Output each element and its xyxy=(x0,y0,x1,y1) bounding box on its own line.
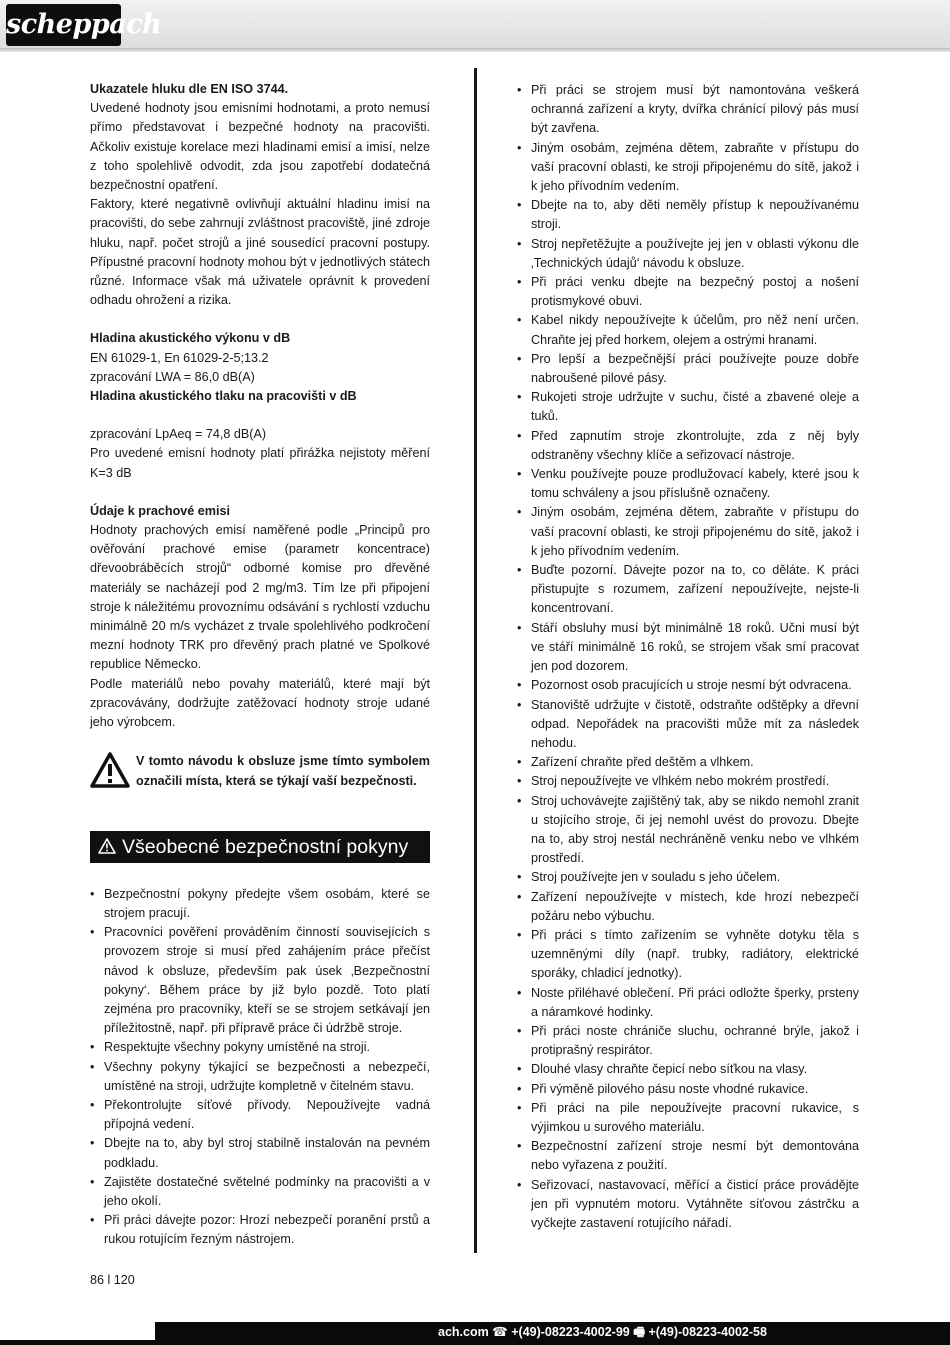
safety-symbol-note xyxy=(90,752,430,790)
left-safety-list xyxy=(90,885,430,1250)
list-item: • Dbejte na to, aby děti neměly přístup k nepoužívanému stroji. xyxy=(517,196,859,234)
list-item: • Při výměně pilového pásu noste vhodné rukavice. xyxy=(517,1080,859,1099)
list-item: • Při práci na pile nepoužívejte pracovní rukavice, s výjimkou u surového materiálu. xyxy=(517,1099,859,1137)
list-item: • Pozornost osob pracujících u stroje nesmí být odvracena. xyxy=(517,676,859,695)
list-item: • Stáří obsluhy musí být minimálně 18 roků. Učni musí být ve stáří minimálně 16 roků, se strojem však smí pracovat jen pod dozorem. xyxy=(517,619,859,677)
noise-paragraph-2: Faktory, které negativně ovlivňují aktuální hladinu imisí na pracovišti, do sebe zahrnují zvláštnost pracoviště, jiné zdroje hluku, např. počet strojů a jiné sousedící pracovní postupy. Přípustné pracovní hodnoty mohou být v jednotlivých státech různé. Informace však má uživatele oprávnit k provedení odhadu ohrožení a rizika. xyxy=(90,197,430,308)
list-item: • Při práci dávejte pozor: Hrozí nebezpečí poranění prstů a rukou rotujícím řezným nástrojem. xyxy=(90,1211,430,1249)
uncertainty-note: Pro uvedené emisní hodnoty platí přirážka nejistoty měření K=3 dB xyxy=(90,446,430,480)
list-item: • Jiným osobám, zejména dětem, zabraňte v přístupu do vaší pracovní oblasti, ke stroji připojenému do sítě, jakož i k jeho přívodním vedením. xyxy=(517,503,859,561)
list-item: • Všechny pokyny týkající se bezpečnosti a nebezpečí, umístěné na stroji, udržujte kompletně v čitelném stavu. xyxy=(90,1058,430,1096)
list-item: • Zajistěte dostatečné světelné podmínky na pracovišti a v jeho okolí. xyxy=(90,1173,430,1211)
safety-symbol-text: V tomto návodu k obsluze jsme tímto symbolem označili místa, která se týkají vaší bezpečnosti. xyxy=(136,754,430,788)
sound-power-value: zpracování LWA = 86,0 dB(A) xyxy=(90,369,255,384)
list-item: • Pro lepší a bezpečnější práci používejte pouze dobře nabroušené pilové pásy. xyxy=(517,350,859,388)
list-item: • Stroj nepoužívejte ve vlhkém nebo mokrém prostředí. xyxy=(517,772,859,791)
list-item: • Stroj uchovávejte zajištěný tak, aby se nikdo nemohl zranit u stojícího stroje, či jej nemohl uvést do provozu. Dbejte na to, aby stroj nestál nechráněně venku nebo ve vlhkém prostředí. xyxy=(517,792,859,869)
list-item: • Zařízení chraňte před deštěm a vlhkem. xyxy=(517,753,859,772)
list-item: • Při práci venku dbejte na bezpečný postoj a nošení protismykové obuvi. xyxy=(517,273,859,311)
list-item: • Zařízení nepoužívejte v místech, kde hrozí nebezpečí požáru nebo výbuchu. xyxy=(517,888,859,926)
header-divider xyxy=(0,48,950,52)
right-safety-list xyxy=(517,81,859,1233)
list-item: • Respektujte všechny pokyny umístěné na stroji. xyxy=(90,1038,430,1057)
dust-paragraph-2: Podle materiálů nebo povahy materiálů, které mají být zpracovávány, dodržujte zatěžovací hodnoty stroje udané jeho výrobcem. xyxy=(90,676,430,730)
footer-bar xyxy=(0,1322,950,1345)
footer-white-block xyxy=(0,1322,155,1340)
scheppach-logo: scheppach xyxy=(6,4,121,46)
list-item: • Bezpečnostní pokyny předejte všem osobám, které se strojem pracují. xyxy=(90,885,430,923)
list-item: • Bezpečnostní zařízení stroje nesmí být demontována nebo vyřazena z použití. xyxy=(517,1137,859,1175)
list-item: • Dlouhé vlasy chraňte čepicí nebo síťkou na vlasy. xyxy=(517,1060,859,1079)
sound-pressure-title: Hladina akustického tlaku na pracovišti v dB xyxy=(90,389,357,404)
list-item: • Buďte pozorní. Dávejte pozor na to, co děláte. K práci přistupujte s rozumem, zařízení nepoužívejte, nejste-li koncentrovaní. xyxy=(517,561,859,619)
dust-title: Údaje k prachové emisi xyxy=(90,503,230,518)
list-item: • Pracovníci pověření prováděním činností souvisejících s provozem stroje si musí před zahájením práce přečíst návod k obsluze, především pak úsek ‚Bezpečnostní pokyny‘. Během práce by již bylo pozdě. Toto platí zejména pro pracovníky, kteří se se strojem setkávají jen příležitostně, např. při přípravě práce či údržbě stroje. xyxy=(90,923,430,1038)
sound-pressure-value: zpracování LpAeq = 74,8 dB(A) xyxy=(90,427,267,442)
list-item: • Překontrolujte síťové přívody. Nepoužívejte vadná přípojná vedení. xyxy=(90,1096,430,1134)
list-item: • Rukojeti stroje udržujte v suchu, čisté a zbavené oleje a tuků. xyxy=(517,388,859,426)
list-item: • Stroj používejte jen v souladu s jeho účelem. xyxy=(517,868,859,887)
noise-title: Ukazatele hluku dle EN ISO 3744. xyxy=(90,82,289,96)
left-column xyxy=(90,80,430,1250)
list-item: • Kabel nikdy nepoužívejte k účelům, pro něž není určen. Chraňte jej před horkem, olejem a ostrými hranami. xyxy=(517,311,859,349)
dust-paragraph-1: Hodnoty prachových emisí naměřené podle „Principů pro ověřování prachové emise (parametr koncentrace) dřevoobráběcích strojů“ odborné komise pro dřevěné materiály se nacházejí pod 2 mg/m3. Tím lze při připojení stroje k náležitému provoznímu odsávání s rychlostí vzduchu minimálně 20 m/s vycházet z trvale spolehlivého podkročení mezní hodnoty TRK pro dřevěný prach platné ve Spolkové republice Německo. xyxy=(90,523,430,672)
list-item: • Při práci noste chrániče sluchu, ochranné brýle, jakož i protiprašný respirátor. xyxy=(517,1022,859,1060)
list-item: • Seřizovací, nastavovací, měřící a čisticí práce provádějte jen při vypnutém motoru. Vytáhněte síťovou zástrčku a vyčkejte zastavení rotujícího nářadí. xyxy=(517,1176,859,1234)
list-item: • Při práci se strojem musí být namontována veškerá ochranná zařízení a kryty, dvířka chránící pilový pás musí být zavřena. xyxy=(517,81,859,139)
list-item: • Před zapnutím stroje zkontrolujte, zda z něj byly odstraněny všechny klíče a seřizovací nástroje. xyxy=(517,427,859,465)
page-number: 86 l 120 xyxy=(90,1273,135,1287)
footer-contact: ach.com ☎ +(49)-08223-4002-99 🖷 +(49)-08223-4002-58 xyxy=(438,1325,767,1339)
warning-triangle-icon xyxy=(90,752,130,788)
list-item: • Stanoviště udržujte v čistotě, odstraňte odštěpky a dřevní odpad. Nepořádek na pracovišti může mít za následek nehodu. xyxy=(517,696,859,754)
sound-power-title: Hladina akustického výkonu v dB xyxy=(90,331,291,346)
list-item: • Venku používejte pouze prodlužovací kabely, které jsou k tomu schváleny a jsou příslušně označeny. xyxy=(517,465,859,503)
noise-paragraph-1: Uvedené hodnoty jsou emisními hodnotami, a proto nemusí přímo představovat i bezpečné hodnoty na pracovišti. Ačkoliv existuje korelace mezi hladinami emisí a imisí, nelze z toho spolehlivě odvodit, zda jsou zapotřebí dodatečná bezpečnostní opatření. xyxy=(90,101,430,193)
list-item: • Jiným osobám, zejména dětem, zabraňte v přístupu do vaší pracovní oblasti, ke stroji připojenému do sítě, jakož i k jeho přívodním vedením. xyxy=(517,139,859,197)
list-item: • Při práci s tímto zařízením se vyhněte dotyku těla s uzemněnými díly (např. trubky, radiátory, elektrické sporáky, chladicí jednotky). xyxy=(517,926,859,984)
section-title: Všeobecné bezpečnostní pokyny xyxy=(122,835,409,858)
list-item: • Stroj nepřetěžujte a používejte jej jen v oblasti výkonu dle ‚Technických údajů‘ návodu k obsluze. xyxy=(517,235,859,273)
section-banner xyxy=(90,831,430,863)
right-column xyxy=(517,81,859,1233)
warning-triangle-icon xyxy=(98,838,116,854)
sound-power-standard: EN 61029-1, En 61029-2-5;13.2 xyxy=(90,350,269,365)
list-item: • Noste přiléhavé oblečení. Při práci odložte šperky, prsteny a náramkové hodinky. xyxy=(517,984,859,1022)
list-item: • Dbejte na to, aby byl stroj stabilně instalován na pevném podkladu. xyxy=(90,1134,430,1172)
column-divider xyxy=(474,68,477,1253)
